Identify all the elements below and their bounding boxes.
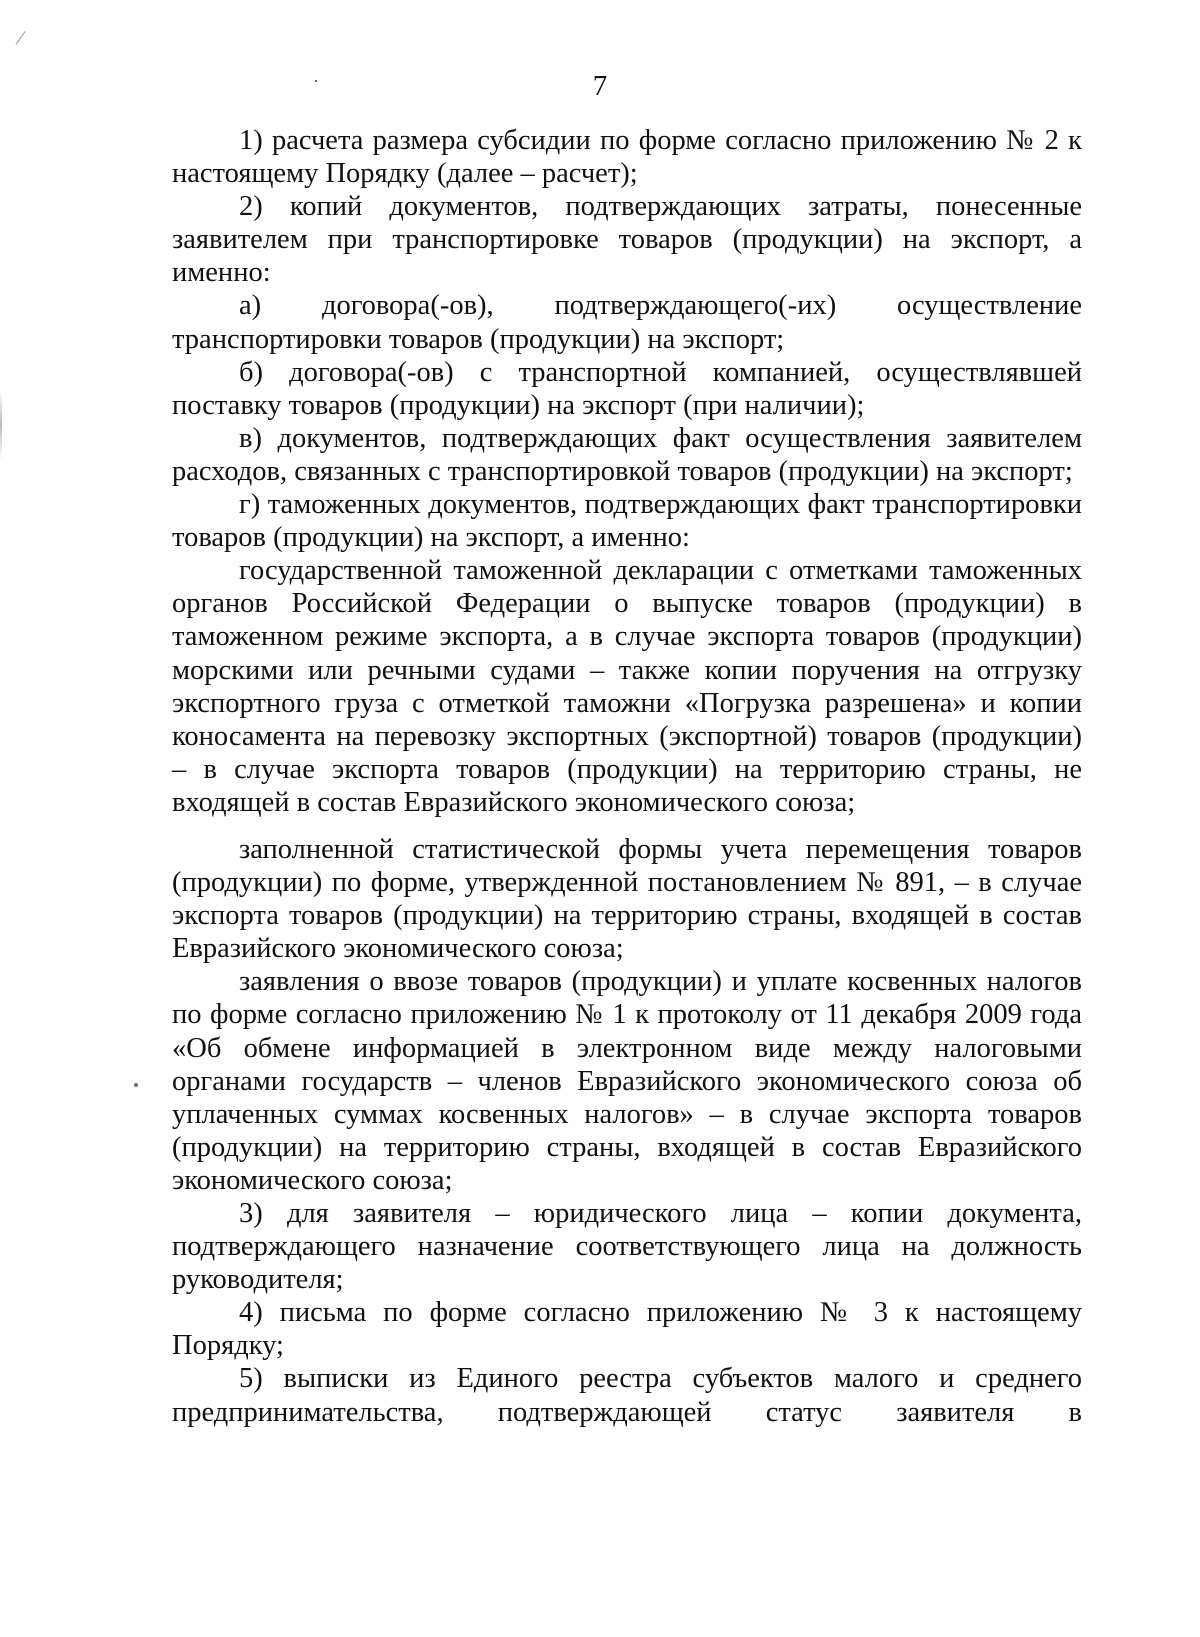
paragraph-item-4: 4) письма по форме согласно приложению № 3 к настоящему Порядку; <box>172 1297 1082 1362</box>
paragraph-item-2: 2) копий документов, подтверждающих затраты, понесенные заявителем при транспортировке товаров (продукции) на экспорт, а именно: <box>172 191 1082 289</box>
scan-speck <box>134 1083 138 1087</box>
scan-speck <box>16 31 26 45</box>
paragraph-item-5: 5) выписки из Единого реестра субъектов малого и среднего предпринимательства, подтверждающей статус заявителя в <box>172 1363 1082 1428</box>
paragraph-item-2d: г) таможенных документов, подтверждающих факт транспортировки товаров (продукции) на экспорт, а именно: <box>172 489 1082 554</box>
paragraph-item-1: 1) расчета размера субсидии по форме согласно приложению № 2 к настоящему Порядку (далее – расчет); <box>172 125 1082 190</box>
paragraph-item-2a: а) договора(-ов), подтверждающего(-их) осуществление транспортировки товаров (продукции) на экспорт; <box>172 290 1082 355</box>
paragraph-customs-declaration: государственной таможенной декларации с отметками таможенных органов Российской Федерации о выпуске товаров (продукции) в таможенном режиме экспорта, а в случае экспорта товаров (продукции) морскими или речными судами – также копии поручения на отгрузку экспортного груза с отметкой таможни «Погрузка разрешена» и копии коносамента на перевозку экспортных (экспортной) товаров (продукции) – в случае экспорта товаров (продукции) на территорию страны, не входящей в состав Евразийского экономического союза; <box>172 555 1082 818</box>
paragraph-item-3: 3) для заявителя – юридического лица – копии документа, подтверждающего назначение соответствующего лица на должность руководителя; <box>172 1198 1082 1296</box>
paragraph-statistical-form: заполненной статистической формы учета перемещения товаров (продукции) по форме, утвержденной постановлением № 891, – в случае экспорта товаров (продукции) на территорию страны, входящей в состав Евразийского экономического союза; <box>172 833 1082 965</box>
document-body <box>172 124 1082 1429</box>
page-number: 7 <box>592 70 608 102</box>
paragraph-import-statement: заявления о ввозе товаров (продукции) и уплате косвенных налогов по форме согласно приложению № 1 к протоколу от 11 декабря 2009 года «Об обмене информацией в электронном виде между налоговыми органами государств – членов Евразийского экономического союза об уплаченных суммах косвенных налогов» – в случае экспорта товаров (продукции) на территорию страны, входящей в состав Евразийского экономического союза; <box>172 966 1082 1196</box>
paragraph-item-2c: в) документов, подтверждающих факт осуществления заявителем расходов, связанных с транспортировкой товаров (продукции) на экспорт; <box>172 422 1082 487</box>
paragraph-item-2b: б) договора(-ов) с транспортной компанией, осуществлявшей поставку товаров (продукции) на экспорт (при наличии); <box>172 356 1082 421</box>
scan-edge-shadow <box>0 390 2 460</box>
